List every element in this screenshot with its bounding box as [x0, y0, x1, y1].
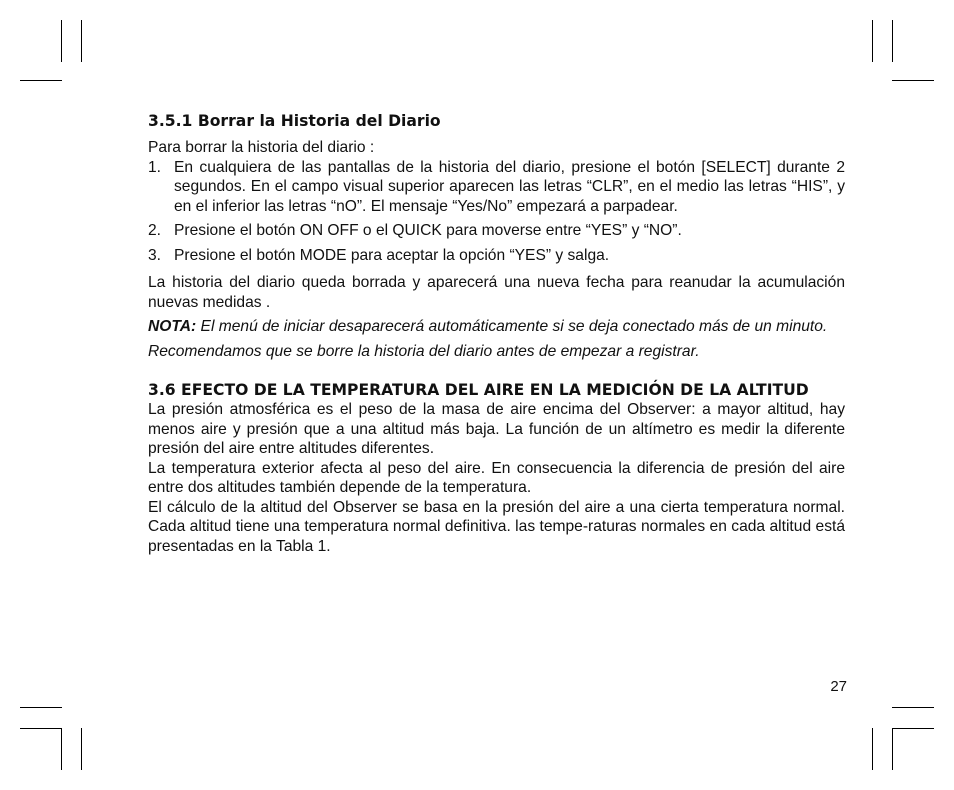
result-text: La historia del diario queda borrada y aparecerá una nueva fecha para reanudar la acumulación nuevas medidas . — [148, 274, 845, 311]
step-text: Presione el botón ON OFF o el QUICK para moverse entre “YES” y “NO”. — [174, 222, 682, 239]
list-item — [148, 158, 845, 217]
crop-mark — [81, 20, 82, 62]
step-number: 3. — [148, 246, 162, 264]
crop-mark — [892, 80, 934, 81]
note-text: El menú de iniciar desaparecerá automáticamente si se deja conectado más de un minuto. — [196, 318, 828, 335]
list-item — [148, 221, 845, 241]
page-content — [148, 112, 845, 556]
crop-mark — [872, 20, 873, 62]
crop-mark — [81, 728, 82, 770]
section-heading-351: 3.5.1 Borrar la Historia del Diario — [148, 112, 441, 130]
crop-mark — [892, 707, 934, 708]
crop-mark — [892, 728, 893, 770]
crop-mark — [872, 728, 873, 770]
step-number: 1. — [148, 158, 162, 176]
crop-mark — [20, 80, 62, 81]
step-text: Presione el botón MODE para aceptar la opción “YES” y salga. — [174, 246, 610, 264]
list-item — [148, 246, 845, 266]
crop-mark — [892, 728, 934, 729]
note-paragraph — [148, 317, 845, 337]
body-paragraph: La temperatura exterior afecta al peso del aire. En consecuencia la diferencia de presión del aire entre dos altitudes también depende de la temperatura. — [148, 459, 845, 496]
intro-text: Para borrar la historia del diario : — [148, 139, 375, 156]
step-text: En cualquiera de las pantallas de la historia del diario, presione el botón [SELECT] durante 2 segundos. En el campo visual superior aparecen las letras “CLR”, en el medio las letras “HIS”, y en el inferior las letras “nO”. El mensaje “Yes/No” empezará a parpadear. — [174, 158, 845, 215]
steps-list — [148, 158, 845, 266]
crop-mark — [20, 707, 62, 708]
body-paragraph: El cálculo de la altitud del Observer se basa en la presión del aire a una cierta temperatura normal. Cada altitud tiene una temperatura normal definitiva. las tempe-raturas normales en cada altitud está presentadas en la Tabla 1. — [148, 498, 845, 555]
step-number: 2. — [148, 222, 162, 239]
recommendation-text: Recomendamos que se borre la historia del diario antes de empezar a registrar. — [148, 342, 700, 360]
body-paragraph: La presión atmosférica es el peso de la masa de aire encima del Observer: a mayor altitud, hay menos aire y presión que a una altitud más baja. La función de un altímetro es medir la diferente presión del aire entre altitudes diferentes. — [148, 401, 845, 457]
section-heading-36: 3.6 EFECTO DE LA TEMPERATURA DEL AIRE EN LA MEDICIÓN DE LA ALTITUD — [148, 381, 809, 399]
crop-mark — [61, 728, 62, 770]
crop-mark — [61, 20, 62, 62]
note-label: NOTA: — [148, 318, 197, 335]
crop-mark — [20, 728, 62, 729]
crop-mark — [892, 20, 893, 62]
page-number: 27 — [830, 678, 847, 695]
